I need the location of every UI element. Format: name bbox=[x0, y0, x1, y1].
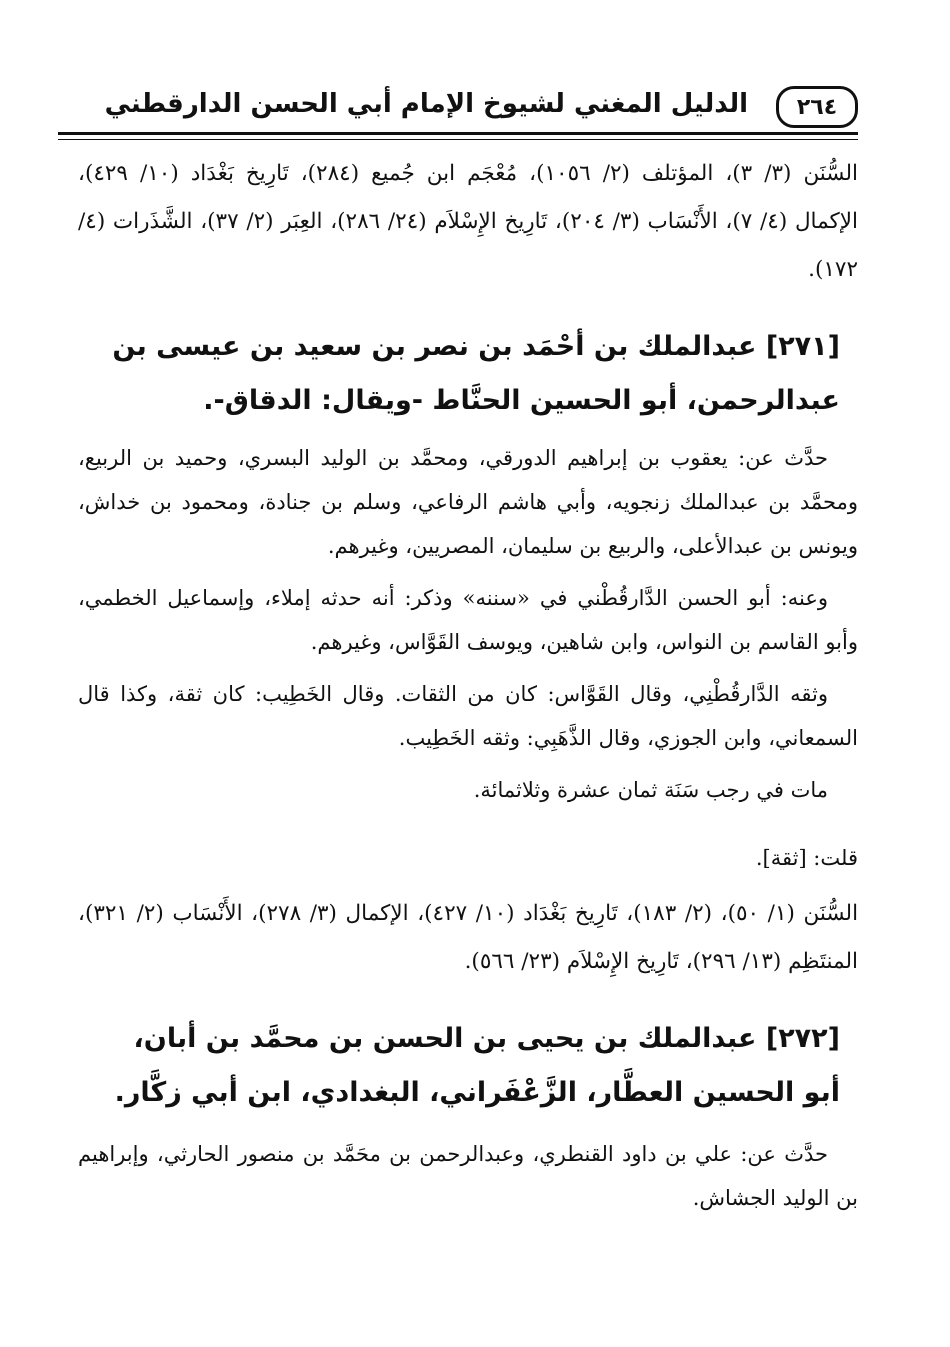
entry-271-grading: وثقه الدَّارقُطْنِي، وقال القَوَّاس: كان من الثقات. وقال الخَطِيب: كان ثقة، وكذا قال السمعاني، وابن الجوزي، وقال الذَّهَبِي: وثقه الخَطِيب. bbox=[78, 682, 858, 750]
entry-271-death: مات في رجب سَنَة ثمان عشرة وثلاثمائة. bbox=[473, 778, 828, 802]
entry-272-body bbox=[78, 1132, 858, 1228]
entry-271-teachers: حدَّث عن: يعقوب بن إبراهيم الدورقي، ومحمَّد بن الوليد البسري، وحميد بن الربيع، ومحمَّد بن عبدالملك زنجويه، وأبي هاشم الرفاعي، وسلم بن جنادة، ومحمود بن خداش، ويونس بن عبدالأعلى، والربيع بن سليمان، المصريين، وغيرهم. bbox=[78, 446, 858, 558]
page-header bbox=[58, 80, 858, 135]
references-previous-entry: السُّنَن (٣/ ٣)، المؤتلف (٢/ ١٠٥٦)، مُعْجَم ابن جُميع (٢٨٤)، تَارِيخ بَغْدَاد (١٠/ ٤٢٩)، الإكمال (٤/ ٧)، الأَنْسَاب (٣/ ٢٠٤)، تَارِيخ الإِسْلاَم (٢٤/ ٢٨٦)، العِبَر (٢/ ٣٧)، الشَّذَرات (٤/ ١٧٢). bbox=[78, 161, 859, 282]
entry-272-heading: [٢٧٢] عبدالملك بن يحيى بن الحسن بن محمَّد بن أبان، أبو الحسين العطَّار، الزَّعْفَراني، البغدادي، ابن أبي زكَّار. bbox=[114, 1023, 840, 1108]
entry-271-heading: [٢٧١] عبدالملك بن أحْمَد بن نصر بن سعيد بن عيسى بن عبدالرحمن، أبو الحسين الحنَّاط -ويقال: الدقاق-. bbox=[112, 331, 840, 416]
page-number: ٢٦٤ bbox=[776, 86, 858, 128]
entry-271-references: السُّنَن (١/ ٥٠)، (٢/ ١٨٣)، تَارِيخ بَغْدَاد (١٠/ ٤٢٧)، الإكمال (٣/ ٢٧٨)، الأَنْسَاب (٢/ ٣٢١)، المنتَظِم (١٣/ ٢٩٦)، تَارِيخ الإِسْلاَم (٢٣/ ٥٦٦). bbox=[78, 901, 859, 974]
entry-272-teachers: حدَّث عن: علي بن داود القنطري، وعبدالرحمن بن محَمَّد بن منصور الحارثي، وإبراهيم بن الوليد الجشاش. bbox=[78, 1142, 858, 1210]
entry-271-body bbox=[78, 436, 858, 820]
entry-271-verdict: قلت: [ثقة]. bbox=[755, 846, 858, 870]
running-title: الدليل المغني لشيوخ الإمام أبي الحسن الدارقطني bbox=[104, 89, 748, 119]
entry-271-students: وعنه: أبو الحسن الدَّارقُطْني في «سننه» وذكر: أنه حدثه إملاء، وإسماعيل الخطمي، وأبو القاسم بن النواس، وابن شاهين، ويوسف القَوَّاس، وغيرهم. bbox=[78, 586, 858, 654]
